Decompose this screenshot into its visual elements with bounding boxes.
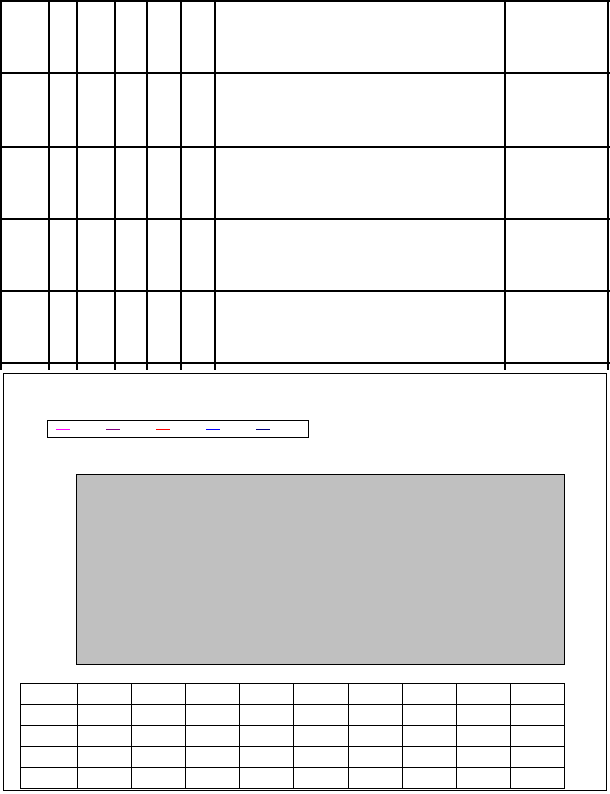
chart-data-table xyxy=(20,683,565,789)
legend-swatch xyxy=(256,429,270,430)
table-row xyxy=(21,747,565,768)
chart-plot-area xyxy=(76,474,565,665)
table-column-divider xyxy=(48,0,50,370)
table-border-top xyxy=(0,0,610,2)
table-border-right xyxy=(607,0,609,370)
table-border-left xyxy=(0,0,2,370)
table-row xyxy=(21,726,565,747)
legend-swatch xyxy=(156,429,170,430)
table-column-divider xyxy=(180,0,182,370)
table-row-divider xyxy=(0,72,610,74)
table-row-divider xyxy=(0,290,610,292)
chart-legend xyxy=(47,420,309,438)
record-table xyxy=(0,0,610,370)
legend-swatch xyxy=(106,429,120,430)
table-row-divider xyxy=(0,218,610,220)
legend-swatch xyxy=(56,429,70,430)
legend-swatch xyxy=(206,429,220,430)
table-column-divider xyxy=(504,0,506,370)
table-row xyxy=(21,684,565,705)
table-row-divider xyxy=(0,146,610,148)
table-row-divider xyxy=(0,362,610,364)
table-column-divider xyxy=(214,0,216,370)
table-column-divider xyxy=(146,0,148,370)
table-row xyxy=(21,768,565,789)
table-column-divider xyxy=(76,0,78,370)
table-column-divider xyxy=(114,0,116,370)
table-row xyxy=(21,705,565,726)
